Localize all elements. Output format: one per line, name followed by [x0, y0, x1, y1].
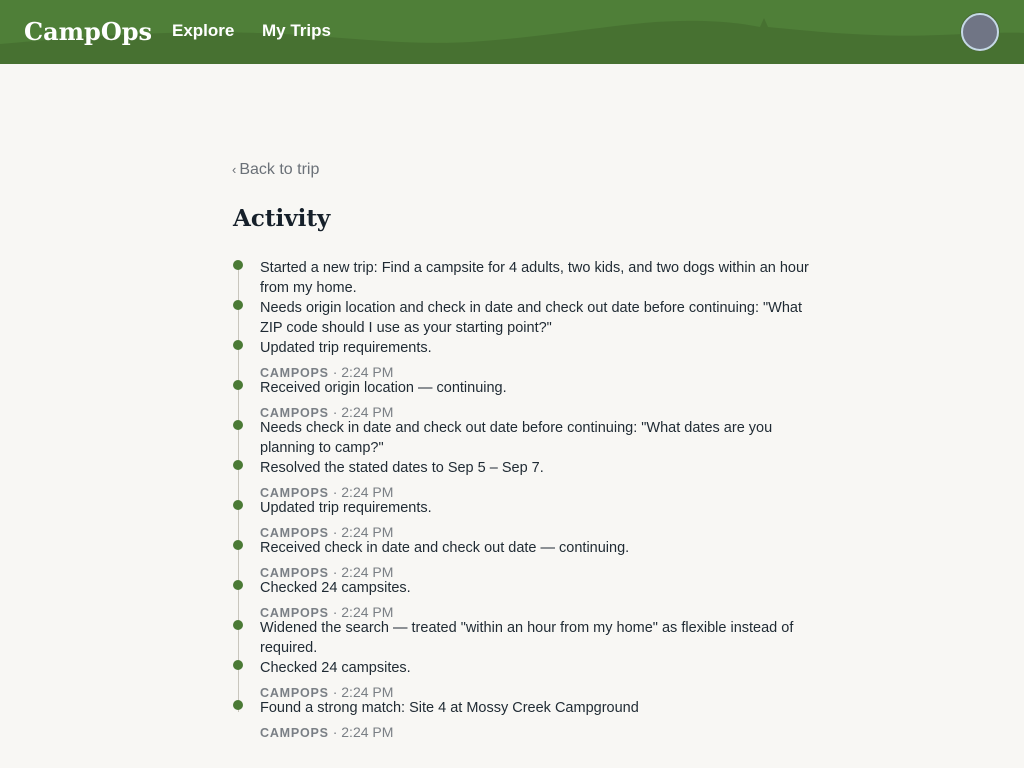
activity-event-text: Updated trip requirements.: [260, 500, 432, 516]
activity-event-source: CAMPOPS: [260, 366, 329, 380]
activity-event-text: Needs origin location and check in date and check out date before continuing: "What ZIP code should I use as your starting point?": [260, 300, 802, 336]
activity-event-time: 2:24 PM: [341, 484, 394, 500]
timeline-dot-icon: [233, 420, 243, 430]
timeline-dot-icon: [233, 300, 243, 310]
activity-event: [232, 378, 820, 423]
meta-separator: ·: [328, 484, 342, 500]
nav-my-trips-link[interactable]: My Trips: [262, 21, 331, 40]
activity-event: [232, 698, 820, 743]
activity-event: [232, 538, 820, 583]
activity-event-time: 2:24 PM: [341, 564, 394, 580]
activity-event-source: CAMPOPS: [260, 406, 329, 420]
page-title: Activity: [233, 205, 331, 232]
nav-explore-link[interactable]: Explore: [172, 21, 235, 40]
back-to-trip-link[interactable]: [232, 160, 319, 180]
meta-separator: ·: [328, 524, 342, 540]
timeline-dot-icon: [233, 540, 243, 550]
activity-event: [232, 458, 820, 503]
activity-event: [232, 658, 820, 703]
timeline-dot-icon: [233, 620, 243, 630]
timeline-dot-icon: [233, 380, 243, 390]
activity-event-meta: [260, 722, 820, 743]
activity-event-text: Received check in date and check out date — continuing.: [260, 540, 630, 556]
activity-event-source: CAMPOPS: [260, 526, 329, 540]
meta-separator: ·: [328, 724, 342, 740]
timeline-dot-icon: [233, 260, 243, 270]
back-to-trip-label: Back to trip: [239, 161, 320, 178]
activity-event-source: CAMPOPS: [260, 486, 329, 500]
activity-event: [232, 338, 820, 383]
activity-event: [232, 578, 820, 623]
activity-event-source: CAMPOPS: [260, 726, 329, 740]
activity-event: [232, 298, 820, 338]
activity-event-text: Needs check in date and check out date before continuing: "What dates are you planning to camp?": [260, 420, 773, 456]
timeline-dot-icon: [233, 660, 243, 670]
activity-event-text: Received origin location — continuing.: [260, 380, 507, 396]
timeline-dot-icon: [233, 500, 243, 510]
meta-separator: ·: [328, 364, 342, 380]
activity-event-source: CAMPOPS: [260, 566, 329, 580]
activity-event-time: 2:24 PM: [341, 404, 394, 420]
activity-event-text: Resolved the stated dates to Sep 5 – Sep 7.: [260, 460, 544, 476]
activity-event-text: Found a strong match: Site 4 at Mossy Creek Campground: [260, 700, 639, 716]
meta-separator: ·: [328, 684, 342, 700]
activity-event: [232, 418, 820, 458]
activity-event-text: Started a new trip: Find a campsite for 4 adults, two kids, and two dogs within an hour from my home.: [260, 260, 809, 296]
activity-event: [232, 498, 820, 543]
meta-separator: ·: [328, 604, 342, 620]
meta-separator: ·: [328, 564, 342, 580]
activity-event-text: Widened the search — treated "within an hour from my home" as flexible instead of required.: [260, 620, 794, 656]
timeline-dot-icon: [233, 340, 243, 350]
activity-event-source: CAMPOPS: [260, 606, 329, 620]
timeline-dot-icon: [233, 460, 243, 470]
meta-separator: ·: [328, 404, 342, 420]
top-navigation-bar: [0, 0, 1024, 64]
activity-event-time: 2:24 PM: [341, 684, 394, 700]
mountain-silhouette-decoration: [0, 0, 1024, 64]
activity-event-text: Checked 24 campsites.: [260, 580, 411, 596]
activity-event-text: Updated trip requirements.: [260, 340, 432, 356]
activity-event-text: Checked 24 campsites.: [260, 660, 411, 676]
activity-event: [232, 618, 820, 658]
activity-event-source: CAMPOPS: [260, 686, 329, 700]
timeline-dot-icon: [233, 700, 243, 710]
chevron-left-icon: ‹: [232, 162, 237, 177]
activity-event-time: 2:24 PM: [341, 604, 394, 620]
activity-event-time: 2:24 PM: [341, 524, 394, 540]
activity-event-time: 2:24 PM: [341, 724, 394, 740]
user-avatar-icon[interactable]: [961, 13, 999, 51]
activity-event-time: 2:24 PM: [341, 364, 394, 380]
campops-logo[interactable]: CampOps: [24, 17, 153, 46]
timeline-dot-icon: [233, 580, 243, 590]
activity-event: [232, 258, 820, 298]
